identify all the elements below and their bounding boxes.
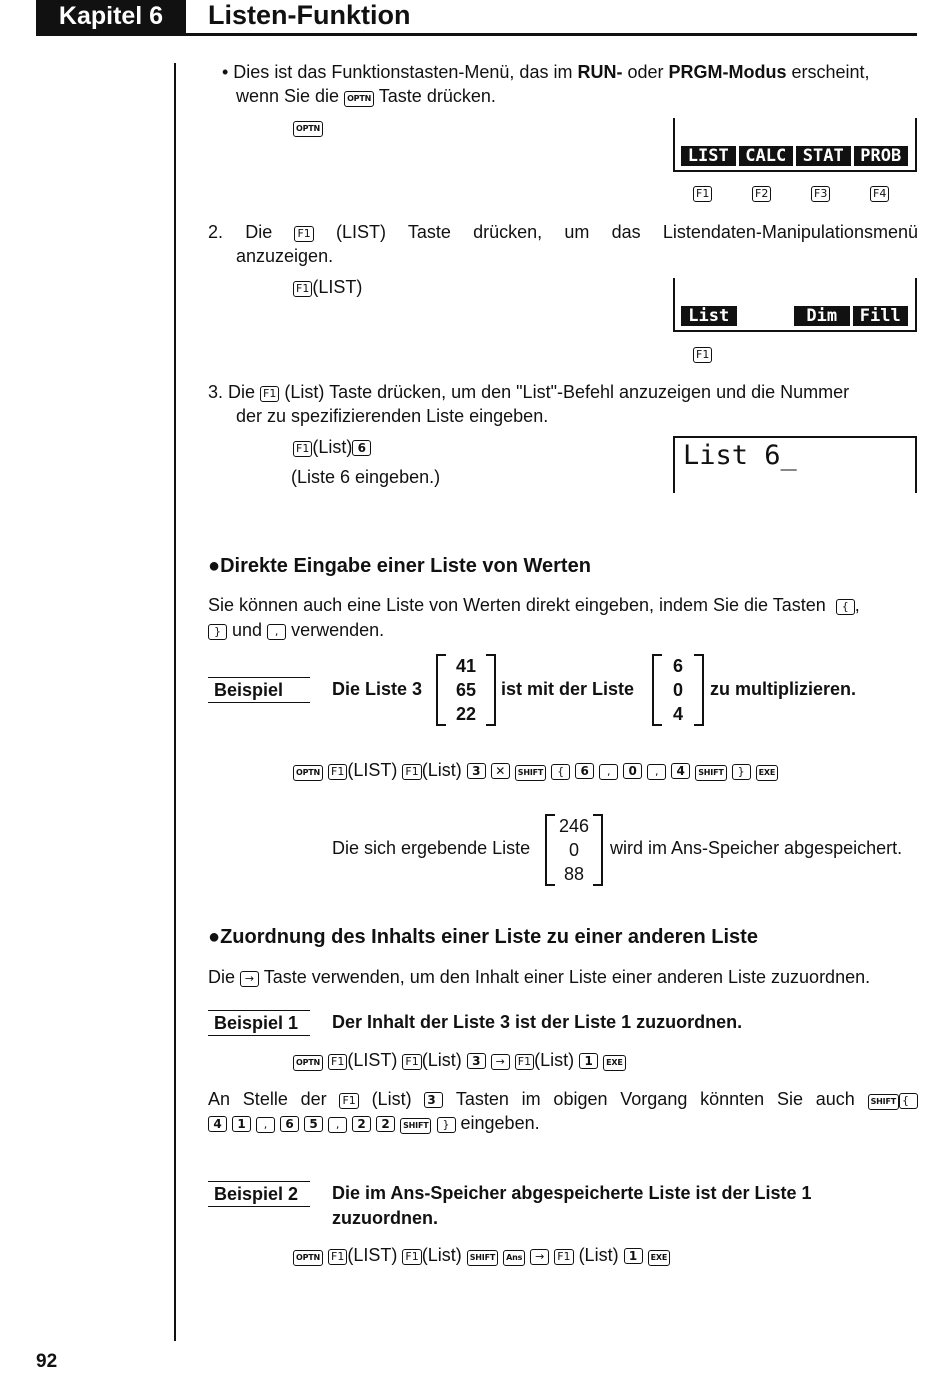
menu-item-calc: CALC	[739, 146, 794, 166]
op-text: (LIST)	[347, 1245, 398, 1265]
brace-close-key-icon: }	[732, 764, 751, 780]
paragraph-text: Die	[208, 967, 236, 987]
f4-key-icon: F4	[870, 186, 889, 202]
section-heading-direct-input: ●Direkte Eingabe einer Liste von Werten	[208, 555, 591, 577]
f2-key-icon: F2	[752, 186, 771, 202]
lcd-screen-optn-menu	[673, 118, 917, 172]
section-2-paragraph	[208, 965, 870, 989]
ans-key-icon: Ans	[503, 1250, 525, 1266]
intro-text: wenn Sie die	[236, 86, 345, 106]
matrix-value: 0	[568, 840, 579, 860]
shift-key-icon: SHIFT	[695, 765, 726, 781]
key-5-icon: 5	[304, 1116, 323, 1132]
paragraph-text: verwenden.	[291, 620, 385, 640]
alternative-line-2	[208, 1111, 540, 1135]
intro-text: Taste drücken.	[378, 86, 496, 106]
f1-label	[693, 180, 712, 204]
step-3-line-1	[208, 380, 849, 404]
paragraph-text: Taste verwenden, um den Inhalt einer Liste einer anderen Liste zuzuordnen.	[263, 967, 871, 987]
op-text: (List)	[421, 1245, 462, 1265]
header-rule	[36, 33, 917, 36]
exe-key-icon: EXE	[756, 765, 779, 781]
intro-text: oder	[622, 62, 669, 82]
key-0-icon: 0	[623, 763, 642, 779]
lcd-screen-list-menu	[673, 278, 917, 332]
f1-key-icon: F1	[554, 1249, 573, 1265]
step-2-line-1	[208, 220, 918, 244]
brace-close-key-icon: }	[208, 624, 227, 640]
comma-key-icon: ,	[328, 1117, 347, 1133]
matrix-result	[545, 814, 603, 886]
step-3-line-2: der zu spezifizierenden Liste eingeben.	[236, 406, 549, 426]
f1-key-icon: F1	[402, 1249, 421, 1265]
menu-item-fill: Fill	[853, 306, 909, 326]
comma-key-icon: ,	[256, 1117, 275, 1133]
intro-line-1	[222, 60, 870, 84]
f1-key-icon: F1	[293, 281, 312, 297]
f3-key-icon: F3	[811, 186, 830, 202]
optn-key-icon: OPTN	[344, 91, 374, 107]
multiply-key-sequence	[293, 758, 778, 782]
step-text: (LIST) Taste drücken, um das Listendaten-Manipulationsmenü	[336, 222, 918, 242]
matrix-value: 65	[455, 680, 477, 700]
comma-key-icon: ,	[647, 764, 666, 780]
key-3-icon: 3	[424, 1092, 443, 1108]
brace-open-key-icon: {	[899, 1093, 918, 1109]
example-1-label: Beispiel 1	[208, 1010, 310, 1036]
f1-label	[693, 341, 712, 365]
f1-key-icon: F1	[328, 1054, 347, 1070]
op-text: (LIST)	[347, 1050, 398, 1070]
intro-key-sequence	[293, 114, 323, 138]
step-3-key-sequence	[293, 435, 371, 459]
function-menu	[681, 146, 911, 166]
paragraph-text: An Stelle der	[208, 1089, 327, 1109]
f1-key-icon: F1	[328, 764, 347, 780]
menu-item-stat: STAT	[796, 146, 851, 166]
key-4-icon: 4	[208, 1116, 227, 1132]
shift-key-icon: SHIFT	[467, 1250, 498, 1266]
paragraph-text: (List)	[371, 1089, 412, 1109]
paragraph-text: Sie können auch eine Liste von Werten direkt eingeben, indem Sie die Tasten	[208, 595, 826, 615]
f2-label	[752, 180, 771, 204]
brace-open-key-icon: {	[836, 599, 855, 615]
f1-key-icon: F1	[328, 1249, 347, 1265]
example-2-label: Beispiel 2	[208, 1181, 310, 1207]
key-6-icon: 6	[352, 440, 371, 456]
example-1-text: Der Inhalt der Liste 3 ist der Liste 1 zuzuordnen.	[332, 1012, 743, 1032]
intro-line-2	[236, 84, 496, 108]
matrix-value: 88	[563, 864, 585, 884]
run-mode-text: RUN-	[577, 62, 623, 82]
matrix-value: 41	[455, 656, 477, 676]
shift-key-icon: SHIFT	[515, 765, 546, 781]
example-text-2: ist mit der Liste	[501, 679, 635, 699]
menu-item-list: LIST	[681, 146, 736, 166]
menu-empty-slot	[740, 306, 795, 326]
paragraph-text: und	[232, 620, 263, 640]
op-text: (List)	[421, 760, 462, 780]
chapter-tab: Kapitel 6	[36, 0, 186, 33]
page-title: Listen-Funktion	[208, 0, 411, 30]
f1-key-icon: F1	[402, 764, 421, 780]
menu-item-prob: PROB	[854, 146, 909, 166]
menu-item-dim: Dim	[794, 306, 850, 326]
section-1-paragraph-line-2	[208, 618, 384, 642]
section-1-paragraph-line-1: Sie können auch eine Liste von Werten direkt eingeben, indem Sie die Tasten { ,	[208, 595, 860, 615]
step-2-key-sequence	[293, 275, 362, 299]
lcd-input-text: List 6_	[683, 440, 797, 471]
prgm-mode-text: PRGM-Modus	[668, 62, 787, 82]
arrow-key-icon: →	[240, 971, 259, 987]
key-3-icon: 3	[467, 1053, 486, 1069]
key-2-icon: 2	[352, 1116, 371, 1132]
arrow-key-icon: →	[530, 1249, 549, 1265]
matrix-multiplier	[652, 654, 704, 726]
example-2-text-1: Die im Ans-Speicher abgespeicherte Liste ist der Liste 1	[332, 1183, 812, 1203]
op-text: (List)	[534, 1050, 575, 1070]
key-4-icon: 4	[671, 763, 690, 779]
step-text: 2. Die	[208, 222, 273, 242]
shift-key-icon: SHIFT	[400, 1118, 431, 1134]
brace-open-key-icon: {	[551, 764, 570, 780]
example-2-key-sequence	[293, 1243, 670, 1267]
op-text: (LIST)	[347, 760, 398, 780]
f3-label	[811, 180, 830, 204]
lcd-screen-list-command	[673, 436, 917, 493]
comma-key-icon: ,	[599, 764, 618, 780]
brace-close-key-icon: }	[437, 1117, 456, 1133]
exe-key-icon: EXE	[648, 1250, 671, 1266]
f1-key-icon: F1	[294, 226, 313, 242]
f1-key-icon: F1	[260, 386, 279, 402]
optn-key-icon: OPTN	[293, 121, 323, 137]
op-text: (List)	[312, 437, 353, 457]
f1-key-icon: F1	[515, 1054, 534, 1070]
key-3-icon: 3	[467, 763, 486, 779]
example-label: Beispiel	[208, 677, 310, 703]
left-margin-rule	[174, 63, 176, 1341]
times-key-icon: ✕	[491, 763, 510, 779]
arrow-key-icon: →	[491, 1054, 510, 1070]
matrix-value: 0	[672, 680, 683, 700]
matrix-value: 6	[672, 656, 683, 676]
matrix-value: 22	[455, 704, 477, 724]
f1-key-icon: F1	[402, 1054, 421, 1070]
comma-key-icon: ,	[267, 624, 286, 640]
key-1-icon: 1	[232, 1116, 251, 1132]
f4-label	[870, 180, 889, 204]
f1-key-icon: F1	[693, 347, 712, 363]
step-3-note: (Liste 6 eingeben.)	[291, 467, 441, 487]
intro-text: erscheint,	[786, 62, 870, 82]
page-number: 92	[36, 1351, 58, 1372]
step-text: 3. Die	[208, 382, 256, 402]
paragraph-text: Tasten im obigen Vorgang könnten Sie auch	[455, 1089, 855, 1109]
key-6-icon: 6	[575, 763, 594, 779]
key-1-icon: 1	[624, 1248, 643, 1264]
op-text: (LIST)	[312, 277, 363, 297]
step-text: (List) Taste drücken, um den "List"-Befehl anzuzeigen und die Nummer	[284, 382, 850, 402]
example-text-1: Die Liste 3	[332, 679, 423, 699]
matrix-value: 4	[672, 704, 683, 724]
example-1-key-sequence	[293, 1048, 626, 1072]
optn-key-icon: OPTN	[293, 765, 323, 781]
example-text-3: zu multiplizieren.	[710, 679, 857, 699]
matrix-list-3	[436, 654, 496, 726]
f1-key-icon: F1	[693, 186, 712, 202]
key-6-icon: 6	[280, 1116, 299, 1132]
key-2-icon: 2	[376, 1116, 395, 1132]
example-2-text-2: zuzuordnen.	[332, 1208, 438, 1228]
alternative-line-1	[208, 1087, 918, 1111]
exe-key-icon: EXE	[603, 1055, 626, 1071]
menu-item-list: List	[681, 306, 737, 326]
paragraph-text: eingeben.	[460, 1113, 540, 1133]
optn-key-icon: OPTN	[293, 1055, 323, 1071]
step-2-line-2: anzuzeigen.	[236, 246, 334, 266]
result-text-2: wird im Ans-Speicher abgespeichert.	[610, 838, 903, 858]
optn-key-icon: OPTN	[293, 1250, 323, 1266]
result-text-1: Die sich ergebende Liste	[332, 838, 531, 858]
f1-key-icon: F1	[293, 441, 312, 457]
key-1-icon: 1	[579, 1053, 598, 1069]
shift-key-icon: SHIFT	[868, 1094, 899, 1110]
section-heading-assign: ●Zuordnung des Inhalts einer Liste zu einer anderen Liste	[208, 926, 758, 948]
function-menu	[681, 306, 911, 326]
intro-text: • Dies ist das Funktionstasten-Menü, das im	[222, 62, 578, 82]
op-text: (List)	[421, 1050, 462, 1070]
f1-key-icon: F1	[339, 1093, 358, 1109]
matrix-value: 246	[558, 816, 590, 836]
op-text: (List)	[578, 1245, 619, 1265]
